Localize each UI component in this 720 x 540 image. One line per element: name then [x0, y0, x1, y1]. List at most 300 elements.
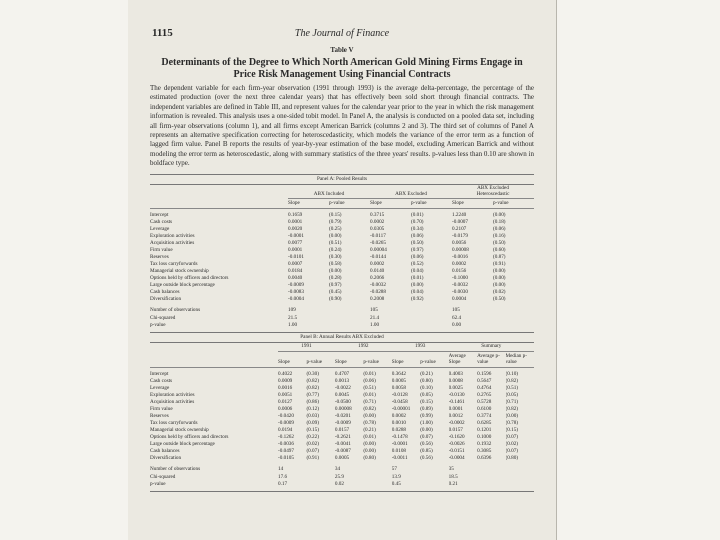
cell-value: -0.0105 — [278, 454, 294, 461]
stat-value: 13.9 — [391, 473, 401, 480]
cell-value: 0.0157 — [448, 426, 463, 433]
cell-value: (0.60) — [493, 247, 506, 254]
cell-value: (0.80) — [505, 454, 519, 461]
cell-value: 0.2066 — [370, 275, 385, 282]
cell-value: (0.00) — [493, 268, 506, 275]
cell-value: (0.80) — [363, 454, 376, 461]
divider — [150, 491, 534, 492]
table-row — [150, 434, 534, 441]
stat-value: 21.4 — [370, 314, 380, 321]
table-label: Table V — [330, 46, 354, 54]
cell-value: (0.05) — [420, 391, 433, 398]
cell-value: -0.1620 — [448, 433, 465, 440]
cell-value: (0.50) — [493, 296, 506, 303]
cell-value: -0.0036 — [278, 440, 294, 447]
group-header: ABX Excluded Heteroscedastic — [452, 185, 534, 199]
stat-value: 1.00 — [288, 322, 298, 329]
cell-value: -0.0009 — [334, 419, 351, 426]
variable-name: Firm value — [150, 405, 173, 412]
stats-row — [150, 303, 534, 315]
table-row — [150, 392, 534, 399]
running-header — [150, 27, 534, 41]
cell-value: -0.0016 — [452, 254, 468, 261]
cell-value: (0.91) — [493, 261, 506, 268]
cell-value: (0.91) — [306, 454, 319, 461]
cell-value: (0.80) — [420, 377, 433, 384]
cell-value: (0.86) — [306, 398, 319, 405]
table-row — [150, 296, 534, 303]
stat-label: Chi-squared — [150, 314, 176, 321]
cell-value: 0.6100 — [477, 405, 492, 412]
cell-value: (0.97) — [411, 247, 424, 254]
stat-value: 17.6 — [278, 473, 288, 480]
cell-value: -0.0009 — [278, 419, 294, 426]
column-header: p-value — [411, 199, 452, 208]
cell-value: (0.06) — [411, 233, 424, 240]
cell-value: -0.1461 — [448, 398, 465, 405]
cell-value: 0.00004 — [370, 247, 387, 254]
cell-value: (0.51) — [363, 384, 376, 391]
cell-value: 0.3085 — [477, 447, 492, 454]
cell-value: -0.0032 — [370, 282, 386, 289]
cell-value: 0.4707 — [334, 370, 350, 377]
table-row — [150, 254, 534, 261]
cell-value: (0.18) — [493, 219, 506, 226]
cell-value: 0.0001 — [448, 405, 463, 412]
cell-value: (0.30) — [329, 254, 342, 261]
cell-value: (0.30) — [306, 370, 319, 377]
column-header: Slope — [335, 351, 363, 367]
table-row — [150, 385, 534, 392]
stats-row — [150, 322, 534, 330]
cell-value: (0.12) — [306, 405, 319, 412]
cell-value: 0.0009 — [278, 377, 293, 384]
table-row — [150, 233, 534, 240]
cell-value: 0.0058 — [391, 384, 407, 391]
cell-value: 0.0045 — [334, 391, 350, 398]
cell-value: 0.2008 — [370, 296, 385, 303]
variable-name: Reserves — [150, 412, 169, 419]
cell-value: (0.71) — [505, 398, 519, 405]
cell-value: 0.0013 — [334, 377, 350, 384]
stat-value: 1.00 — [370, 322, 380, 329]
journal-title: The Journal of Finance — [294, 28, 390, 39]
variable-name: Large outside block percentage — [150, 440, 215, 447]
cell-value: (0.16) — [493, 233, 506, 240]
table-description: The dependent variable for each firm-year observation (1991 through 1993) is the average delta-percentage, the percentage of the estimated production (over the next three calendar years) that has effectively been sold short through financial contracts. The independent variables are defined in Table III, and represent values for the calendar year prior to the year in which the risk management information is revealed. This analysis uses a one-sided tobit model. In Panel A, the analysis is conducted on a pooled data set, including all firm-year observations (column 1), and all firms except American Barrick (columns 2 and 3). The third set of columns of Panel A represents an alternative specification correcting for heteroscedasticity, which models the variance of the error term as a function of lagged firm value. Panel B reports the results of year-by-year estimation of the base model, excluding American Barrick and without modeling the error term as heteroscedastic, along with summary statistics of the three years' results. p-values less than 0.10 are shown in boldface type. — [150, 84, 534, 168]
table-row — [150, 441, 534, 448]
cell-value: (0.58) — [329, 261, 342, 268]
cell-value: 0.0002 — [370, 219, 385, 226]
stat-value: 105 — [370, 307, 378, 314]
stat-value: 0.21 — [448, 481, 458, 488]
stat-value: 0.45 — [391, 481, 401, 488]
cell-value: 0.4022 — [278, 370, 293, 377]
cell-value: 0.0001 — [288, 247, 303, 254]
stat-label: Number of observations — [150, 307, 201, 314]
table-title: Determinants of the Degree to Which North American Gold Mining Firms Engage in Price Risk Management Using Financial Contracts — [161, 57, 523, 80]
table-row — [150, 289, 534, 296]
stat-value: 105 — [452, 307, 460, 314]
cell-value: (0.89) — [420, 405, 433, 412]
variable-name: Large outside block percentage — [150, 282, 215, 289]
cell-value: (0.01) — [411, 212, 424, 219]
stat-value: 0.00 — [452, 322, 462, 329]
cell-value: (0.21) — [363, 426, 376, 433]
cell-value: 0.6285 — [477, 419, 492, 426]
cell-value: (0.87) — [493, 254, 506, 261]
cell-value: (0.04) — [411, 268, 424, 275]
stat-value: 109 — [288, 307, 296, 314]
cell-value: (0.07) — [505, 433, 519, 440]
cell-value: -0.1478 — [391, 433, 408, 440]
table-row — [150, 268, 534, 275]
variable-name: Tax loss carryforwards — [150, 419, 198, 426]
cell-value: (0.99) — [420, 412, 433, 419]
cell-value: 0.0077 — [288, 240, 303, 247]
column-header: Slope — [288, 199, 329, 208]
cell-value: -0.0030 — [452, 289, 468, 296]
cell-value: 0.0108 — [391, 447, 407, 454]
cell-value: 0.2107 — [452, 226, 467, 233]
table-row — [150, 378, 534, 385]
cell-value: (0.82) — [363, 405, 376, 412]
cell-value: (0.00) — [363, 447, 376, 454]
cell-value: (0.00) — [493, 275, 506, 282]
column-header: p-value — [329, 199, 370, 208]
cell-value: (0.01) — [363, 370, 376, 377]
column-header: Median p-value — [506, 351, 535, 367]
stats-row — [150, 462, 534, 474]
panel-b-caption: Panel B: Annual Results ABX Excluded — [300, 334, 384, 341]
cell-value: -0.0130 — [448, 391, 465, 398]
cell-value: (0.02) — [505, 440, 519, 447]
cell-value: (0.34) — [411, 226, 424, 233]
cell-value: -0.0500 — [334, 398, 351, 405]
cell-value: (0.70) — [411, 219, 424, 226]
cell-value: (0.77) — [306, 391, 319, 398]
variable-name: Acquisition activities — [150, 240, 195, 247]
column-header: Average Slope — [449, 351, 477, 367]
cell-value: -0.2621 — [334, 433, 351, 440]
cell-value: -0.0101 — [288, 254, 304, 261]
column-header: p-value — [493, 199, 534, 208]
panel-a-caption: Panel A: Pooled Results — [316, 175, 367, 182]
cell-value: (0.56) — [420, 454, 433, 461]
cell-value: (0.01) — [363, 391, 376, 398]
cell-value: 0.3642 — [391, 370, 407, 377]
cell-value: 0.0056 — [452, 240, 467, 247]
cell-value: 0.0020 — [288, 226, 303, 233]
cell-value: 0.0016 — [278, 384, 293, 391]
cell-value: (0.00) — [329, 233, 342, 240]
column-header: Slope — [452, 199, 493, 208]
document-page — [128, 0, 557, 540]
cell-value: 0.5647 — [477, 377, 492, 384]
cell-value: (1.00) — [420, 419, 433, 426]
variable-name: Managerial stock ownership — [150, 268, 209, 275]
table-row — [150, 448, 534, 455]
cell-value: -0.0032 — [452, 282, 468, 289]
table-row — [150, 420, 534, 427]
cell-value: (0.50) — [411, 240, 424, 247]
cell-value: 0.0002 — [452, 261, 467, 268]
stat-label: Number of observations — [150, 466, 201, 473]
cell-value: (0.90) — [329, 296, 342, 303]
table-row — [150, 367, 534, 378]
cell-value: -0.1262 — [278, 433, 294, 440]
variable-name: Exploration activities — [150, 233, 195, 240]
cell-value: -0.0117 — [370, 233, 386, 240]
cell-value: (0.03) — [306, 412, 319, 419]
stat-value: 25.9 — [334, 473, 344, 480]
cell-value: -0.0011 — [391, 454, 408, 461]
page-number: 1115 — [152, 27, 173, 39]
table-row — [150, 240, 534, 247]
cell-value: -0.0083 — [288, 289, 304, 296]
cell-value: (0.15) — [306, 426, 319, 433]
cell-value: -0.0201 — [334, 412, 351, 419]
column-header: p-value — [306, 351, 334, 367]
cell-value: 0.6396 — [477, 454, 492, 461]
cell-value: 0.0194 — [278, 426, 293, 433]
column-header: Slope — [392, 351, 420, 367]
cell-value: (0.07) — [306, 447, 319, 454]
cell-value: -0.0128 — [391, 391, 408, 398]
group-header: ABX Included — [288, 185, 370, 199]
stat-value: 14 — [278, 466, 284, 473]
column-header: Average p-value — [477, 351, 505, 367]
group-header: 1993 — [392, 343, 449, 351]
cell-value: 0.0157 — [334, 426, 350, 433]
cell-value: -0.0007 — [452, 219, 468, 226]
stat-value: 62.4 — [452, 314, 462, 321]
cell-value: 0.1000 — [477, 433, 492, 440]
cell-value: (0.06) — [411, 254, 424, 261]
cell-value: (0.50) — [493, 240, 506, 247]
variable-name: Leverage — [150, 226, 170, 233]
stat-value: 35 — [448, 466, 454, 473]
cell-value: (0.85) — [420, 447, 433, 454]
cell-value: (0.56) — [420, 440, 433, 447]
stat-value: 57 — [391, 466, 397, 473]
cell-value: (0.78) — [363, 419, 376, 426]
stats-row — [150, 481, 534, 489]
stat-value: 34 — [334, 466, 341, 473]
variable-name: Options held by officers and directors — [150, 275, 229, 282]
cell-value: (0.24) — [329, 247, 342, 254]
cell-value: 0.1932 — [477, 440, 492, 447]
variable-name: Cash costs — [150, 219, 173, 226]
cell-value: (0.06) — [363, 377, 376, 384]
cell-value: 0.4764 — [477, 384, 492, 391]
variable-name: Diversification — [150, 296, 182, 303]
variable-name: Exploration activities — [150, 391, 195, 398]
cell-value: 0.0040 — [288, 275, 303, 282]
variable-name: Managerial stock ownership — [150, 426, 209, 433]
table-row — [150, 226, 534, 233]
cell-value: (0.79) — [329, 219, 342, 226]
stats-row — [150, 314, 534, 322]
cell-value: 0.0305 — [370, 226, 385, 233]
cell-value: -0.0497 — [278, 447, 294, 454]
stat-value: 0.02 — [334, 481, 344, 488]
cell-value: 0.3715 — [370, 212, 385, 219]
cell-value: -0.0420 — [278, 412, 294, 419]
panel-b-table — [150, 343, 534, 488]
column-header: Slope — [370, 199, 411, 208]
group-header: Summary — [449, 343, 534, 351]
cell-value: (0.02) — [493, 289, 506, 296]
cell-value: 0.0025 — [448, 384, 463, 391]
cell-value: -0.0265 — [370, 240, 386, 247]
variable-name: Intercept — [150, 212, 169, 219]
column-header: p-value — [420, 351, 448, 367]
stat-value: 18.5 — [448, 473, 458, 480]
cell-value: 0.0051 — [278, 391, 293, 398]
cell-value: 1.2240 — [452, 212, 467, 219]
variable-name: Firm value — [150, 247, 173, 254]
cell-value: -0.0458 — [391, 398, 408, 405]
cell-value: 0.5728 — [477, 398, 492, 405]
cell-value: (0.15) — [329, 212, 342, 219]
stat-label: Chi-squared — [150, 473, 176, 480]
cell-value: (0.07) — [505, 447, 519, 454]
cell-value: 0.0156 — [452, 268, 467, 275]
panel-a-table — [150, 185, 534, 330]
table-row — [150, 275, 534, 282]
cell-value: (0.00) — [505, 412, 519, 419]
cell-value: 0.0002 — [391, 412, 407, 419]
cell-value: -0.0009 — [288, 282, 304, 289]
cell-value: 0.0006 — [278, 405, 293, 412]
cell-value: -0.00001 — [391, 405, 411, 412]
cell-value: (0.45) — [329, 289, 342, 296]
group-header: ABX Excluded — [370, 185, 452, 199]
cell-value: 0.00008 — [452, 247, 469, 254]
cell-value: 0.0008 — [448, 377, 463, 384]
cell-value: 0.0184 — [288, 268, 303, 275]
cell-value: (0.25) — [329, 226, 342, 233]
cell-value: (0.71) — [363, 398, 376, 405]
table-row — [150, 427, 534, 434]
cell-value: -0.0179 — [452, 233, 468, 240]
cell-value: -0.0004 — [448, 454, 465, 461]
column-header: Slope — [278, 351, 306, 367]
stats-row — [150, 473, 534, 481]
cell-value: (0.07) — [420, 433, 433, 440]
cell-value: (0.82) — [306, 384, 319, 391]
cell-value: 0.00008 — [334, 405, 352, 412]
cell-value: -0.0026 — [448, 440, 465, 447]
cell-value: 0.0140 — [370, 268, 385, 275]
cell-value: 0.0002 — [370, 261, 385, 268]
cell-value: (0.10) — [420, 384, 433, 391]
cell-value: (0.01) — [363, 433, 376, 440]
cell-value: 0.0001 — [288, 219, 303, 226]
table-row — [150, 247, 534, 254]
cell-value: (0.00) — [493, 282, 506, 289]
cell-value: (0.82) — [505, 377, 519, 384]
variable-name: Cash costs — [150, 377, 173, 384]
cell-value: (0.82) — [306, 377, 319, 384]
cell-value: (0.82) — [505, 405, 519, 412]
cell-value: (0.02) — [306, 440, 319, 447]
table-row — [150, 282, 534, 289]
cell-value: -0.0001 — [288, 233, 304, 240]
cell-value: (0.00) — [420, 426, 433, 433]
cell-value: -0.0001 — [391, 440, 408, 447]
cell-value: -0.0022 — [334, 384, 351, 391]
cell-value: (0.51) — [505, 384, 519, 391]
cell-value: (0.00) — [329, 268, 342, 275]
cell-value: (0.15) — [420, 398, 433, 405]
cell-value: 0.0004 — [452, 296, 467, 303]
cell-value: (0.00) — [411, 282, 424, 289]
cell-value: (0.00) — [363, 412, 376, 419]
cell-value: (0.52) — [411, 261, 424, 268]
cell-value: -0.0002 — [448, 419, 465, 426]
table-row — [150, 399, 534, 406]
group-header: 1992 — [335, 343, 392, 351]
cell-value: -0.1000 — [452, 275, 468, 282]
cell-value: 0.0005 — [391, 377, 407, 384]
cell-value: (0.78) — [505, 419, 519, 426]
table-row — [150, 455, 534, 462]
stat-label: p-value — [150, 481, 166, 488]
table-row — [150, 208, 534, 219]
cell-value: 0.0007 — [288, 261, 303, 268]
cell-value: (0.28) — [329, 275, 342, 282]
variable-name: Options held by officers and directors — [150, 433, 229, 440]
cell-value: (0.10) — [505, 370, 519, 377]
table-row — [150, 261, 534, 268]
cell-value: (0.06) — [493, 226, 506, 233]
cell-value: (0.05) — [505, 391, 519, 398]
cell-value: 0.0012 — [448, 412, 463, 419]
cell-value: -0.0041 — [334, 440, 351, 447]
cell-value: 0.0010 — [391, 419, 407, 426]
variable-name: Diversification — [150, 454, 182, 461]
cell-value: 0.4003 — [448, 370, 463, 377]
cell-value: -0.0004 — [288, 296, 304, 303]
cell-value: (0.97) — [329, 282, 342, 289]
cell-value: 0.3774 — [477, 412, 492, 419]
cell-value: (0.09) — [306, 419, 319, 426]
group-header: 1991 — [278, 343, 335, 351]
variable-name: Acquisition activities — [150, 398, 195, 405]
cell-value: 0.1596 — [477, 370, 492, 377]
variable-name: Reserves — [150, 254, 169, 261]
cell-value: (0.51) — [329, 240, 342, 247]
table-row — [150, 413, 534, 420]
column-header: p-value — [363, 351, 391, 367]
stat-label: p-value — [150, 322, 166, 329]
cell-value: (0.22) — [306, 433, 319, 440]
cell-value: -0.0288 — [370, 289, 386, 296]
cell-value: (0.92) — [411, 296, 424, 303]
cell-value: (0.00) — [493, 212, 506, 219]
cell-value: 0.1659 — [288, 212, 303, 219]
cell-value: -0.0151 — [448, 447, 465, 454]
cell-value: 0.2765 — [477, 391, 492, 398]
table-row — [150, 219, 534, 226]
cell-value: (0.00) — [363, 440, 376, 447]
variable-name: Tax loss carryforwards — [150, 261, 198, 268]
variable-name: Cash balances — [150, 289, 180, 296]
stat-value: 21.5 — [288, 314, 298, 321]
cell-value: 0.0288 — [391, 426, 407, 433]
